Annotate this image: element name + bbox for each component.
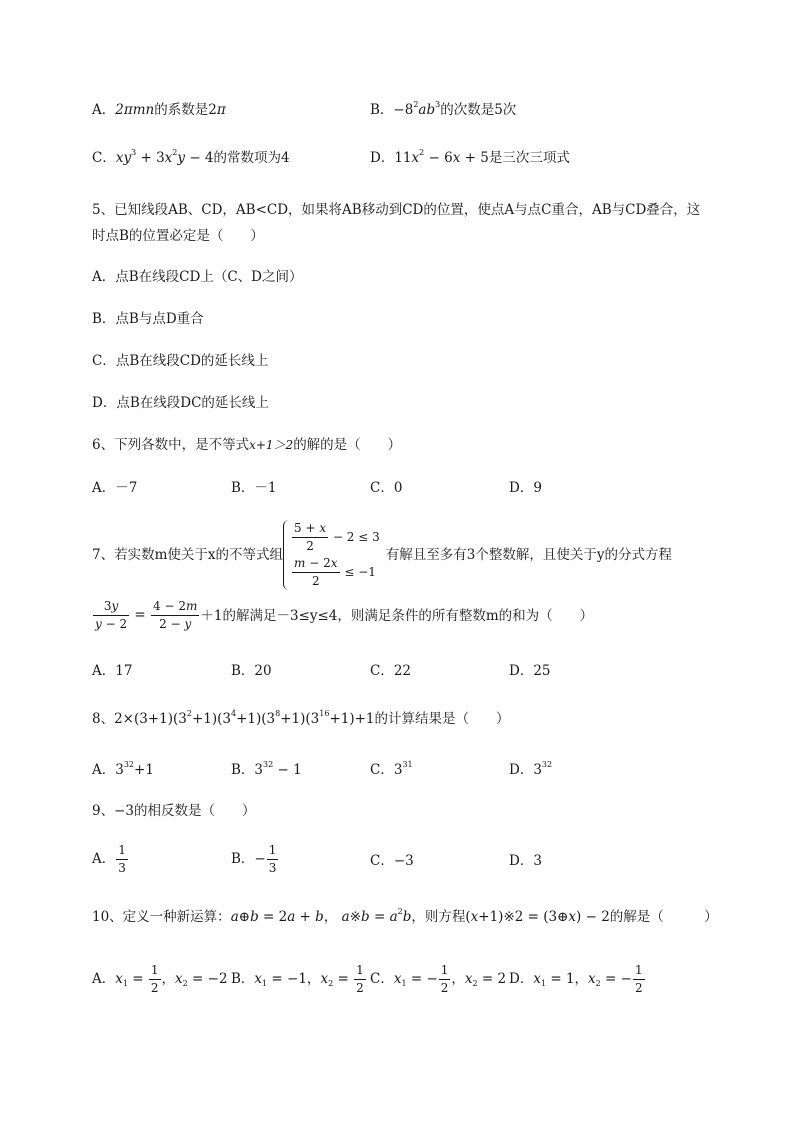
q6-option-b[interactable]: B．－1 [231,480,277,496]
q4-option-c[interactable]: C．$xy^3 + 3x^2y - 4$的常数项为4 [92,148,290,166]
q7-stem-line1: 7、若实数m使关于x的不等式组 $\frac{5 + x}{2}$ − 2 ≤ 3 $\frac{m - 2x}{2}$ ≤ −1 有解且至多有3个整数解，且使关于y的分式方程 [92,521,672,588]
q9-stem: 9、−3的相反数是（ ） [92,803,256,819]
q5-option-d[interactable]: D．点B在线段DC的延长线上 [92,395,269,411]
q4-option-b[interactable]: B．$-8^2ab^3$的次数是5次 [370,100,517,118]
q9-option-c[interactable]: C．−3 [370,853,414,869]
fraction-equation-lhs: $\frac{3y}{y - 2}$ [95,599,128,631]
q8-option-d[interactable]: D．$3^{32}$ [509,760,553,778]
q5-option-c[interactable]: C．点B在线段CD的延长线上 [92,353,269,369]
q10-option-b[interactable]: B．$x_1 = -1$，$x_2$ = $\frac{1}{2}$ [231,963,364,995]
q5-stem-line1: 5、已知线段AB、CD，AB<CD，如果将AB移动到CD的位置，使点A与点C重合，AB与CD叠合，这 [92,202,701,218]
q10-option-c[interactable]: C．$x_1$ = − $\frac{1}{2}$ ，$x_2 = 2$ [370,963,507,995]
q6-stem: 6、下列各数中，是不等式x+1＞2的解的是（ ） [92,437,402,453]
q10-option-a[interactable]: A．$x_1$ = $\frac{1}{2}$ ，$x_2 = -2$ [92,963,228,995]
q6-option-a[interactable]: A．－7 [92,480,138,496]
q10-option-d[interactable]: D．$x_1 = 1$，$x_2$ = − $\frac{1}{2}$ [509,963,643,995]
q5-stem-line2: 时点B的位置必定是（ ） [92,228,264,244]
q8-option-b[interactable]: B．$3^{32} - 1$ [231,760,302,778]
q8-option-a[interactable]: A．$3^{32}+1$ [92,760,154,778]
q9-option-d[interactable]: D．3 [509,853,542,869]
q7-option-b[interactable]: B．20 [231,663,272,679]
q7-stem-line2: $\frac{3y}{y - 2}$ = $\frac{4 - 2m}{2 - y}$ ＋1的解满足－3≤y≤4，则满足条件的所有整数m的和为（ ） [95,599,594,631]
q9-option-b[interactable]: B．− $\frac{1}{3}$ [231,843,277,875]
q6-option-c[interactable]: C．0 [370,480,403,496]
q10-stem: 10、定义一种新运算：a⊕b = 2a + b， a※b = $a^2b$，则方程(x+1)※2 = (3⊕x) − 2的解是（ ） [92,907,718,925]
q7-option-d[interactable]: D．25 [509,663,551,679]
fraction-equation-rhs: $\frac{4 - 2m}{2 - y}$ [153,599,198,631]
q9-option-a[interactable]: A． $\frac{1}{3}$ [92,843,126,875]
q7-option-c[interactable]: C．22 [370,663,412,679]
q5-option-b[interactable]: B．点B与点D重合 [92,311,204,327]
q4-option-a[interactable]: A．2πmn的系数是2π [92,102,226,118]
inequality-system: $\frac{5 + x}{2}$ − 2 ≤ 3 $\frac{m - 2x}{2}$ ≤ −1 [283,520,380,590]
q8-option-c[interactable]: C．$3^{31}$ [370,760,413,778]
q8-stem: 8、$2\times(3+1)(3^2+1)(3^4+1)(3^8+1)(3^{16}+1)+1$的计算结果是（ ） [92,709,510,727]
q4-option-d[interactable]: D．$11x^2 - 6x + 5$是三次三项式 [370,148,570,166]
q5-option-a[interactable]: A．点B在线段CD上（C、D之间） [92,269,303,285]
q6-option-d[interactable]: D．9 [509,480,542,496]
q7-option-a[interactable]: A．17 [92,663,133,679]
